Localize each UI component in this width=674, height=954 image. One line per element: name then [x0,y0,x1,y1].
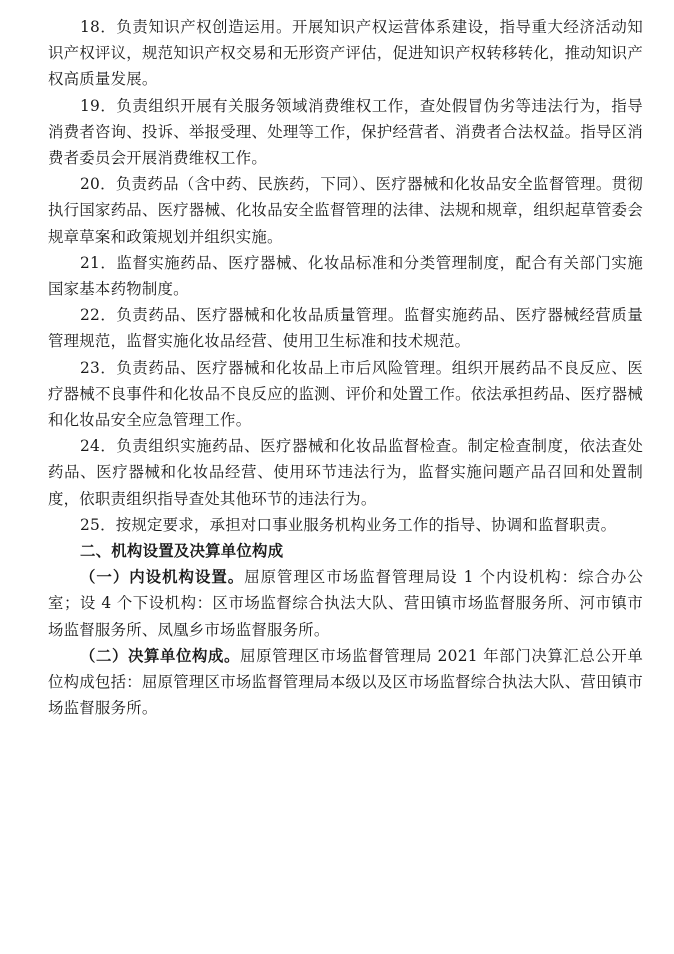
paragraph-item-23: 23．负责药品、医疗器械和化妆品上市后风险管理。组织开展药品不良反应、医疗器械不良事件和化妆品不良反应的监测、评价和处置工作。依法承担药品、医疗器械和化妆品安全应急管理工作。 [48,358,643,430]
subsection-internal-structure [48,564,643,643]
subsection-text-internal: 屈原管理区市场监督管理局设 1 个内设机构：综合办公室；设 4 个下设机构：区市场监督综合执法大队、营田镇市场监督服务所、河市镇市场监督服务所、凤凰乡市场监督服务所。 [48,568,643,639]
paragraph-item-21: 21．监督实施药品、医疗器械、化妆品标准和分类管理制度，配合有关部门实施国家基本药物制度。 [48,253,643,299]
subsection-accounting-units [48,643,643,722]
paragraph-item-18: 18．负责知识产权创造运用。开展知识产权运营体系建设，指导重大经济活动知识产权评议，规范知识产权交易和无形资产评估，促进知识产权转移转化，推动知识产权高质量发展。 [48,18,643,89]
subsection-title-internal: （一）内设机构设置。 [80,568,245,587]
paragraph-item-25: 25．按规定要求，承担对口事业服务机构业务工作的指导、协调和监督职责。 [80,515,617,534]
subsection-title-units: （二）决算单位构成。 [80,646,241,665]
paragraph-item-24: 24．负责组织实施药品、医疗器械和化妆品监督检查。制定检查制度，依法查处药品、医疗器械和化妆品经营、使用环节违法行为，监督实施问题产品召回和处置制度，依职责组织指导查处其他环节的违法行为。 [48,437,643,508]
document-page [48,14,643,721]
paragraph-item-19: 19．负责组织开展有关服务领域消费维权工作，查处假冒伪劣等违法行为，指导消费者咨询、投诉、举报受理、处理等工作，保护经营者、消费者合法权益。指导区消费者委员会开展消费维权工作。 [48,96,643,168]
paragraph-item-20: 20．负责药品（含中药、民族药，下同）、医疗器械和化妆品安全监督管理。贯彻执行国家药品、医疗器械、化妆品安全监督管理的法律、法规和规章，组织起草管委会规章草案和政策规划并组织实施。 [48,175,643,246]
paragraph-item-22: 22．负责药品、医疗器械和化妆品质量管理。监督实施药品、医疗器械经营质量管理规范，监督实施化妆品经营、使用卫生标准和技术规范。 [48,306,643,351]
subsection-text-units: 屈原管理区市场监督管理局 2021 年部门决算汇总公开单位构成包括：屈原管理区市场监督管理局本级以及区市场监督综合执法大队、营田镇市场监督服务所。 [48,646,643,718]
section-heading: 二、机构设置及决算单位构成 [80,542,284,561]
